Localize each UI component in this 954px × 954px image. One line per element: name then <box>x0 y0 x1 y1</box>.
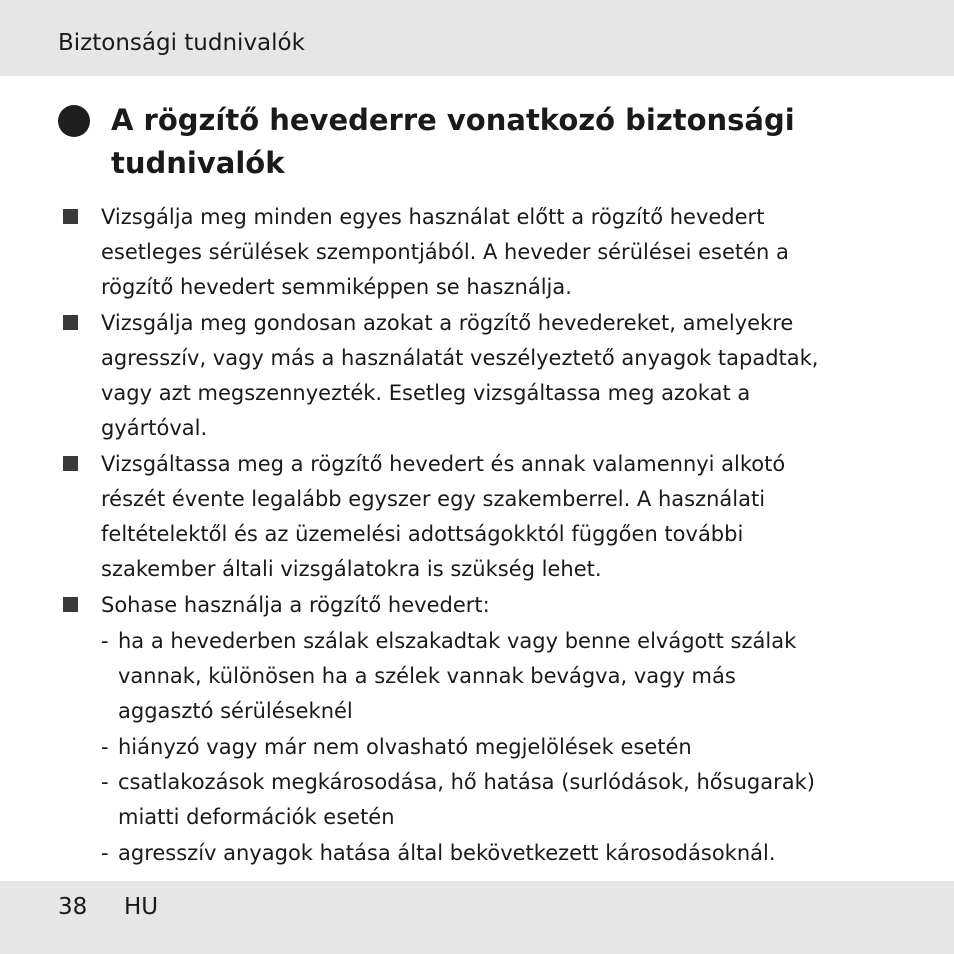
bullet-2-line-3: vagy azt megszennyezték. Esetleg vizsgáltassa meg azokat a <box>101 381 751 405</box>
square-bullet-icon <box>63 456 78 471</box>
sub-item-4-line-1: agresszív anyagok hatása által bekövetkezett károsodásoknál. <box>118 841 776 865</box>
section-heading-line-2: tudnivalók <box>111 146 285 180</box>
bullet-2-line-1: Vizsgálja meg gondosan azokat a rögzítő hevedereket, amelyekre <box>101 311 794 335</box>
section-heading <box>111 99 901 185</box>
page-number: 38 <box>58 894 88 920</box>
bullet-3-line-2: részét évente legalább egyszer egy szakemberrel. A használati <box>101 487 766 511</box>
bullet-3-line-4: szakember általi vizsgálatokra is szükség lehet. <box>101 557 602 581</box>
bullet-1-line-3: rögzítő hevedert semmiképpen se használja. <box>101 275 572 299</box>
dash-marker: - <box>101 735 109 759</box>
dash-marker: - <box>101 841 109 865</box>
square-bullet-icon <box>63 209 78 224</box>
sub-item-3-line-2: miatti deformációk esetén <box>118 805 395 829</box>
bullet-2-line-2: agresszív, vagy más a használatát veszélyeztető anyagok tapadtak, <box>101 346 819 370</box>
bullet-2-line-4: gyártóval. <box>101 416 208 440</box>
square-bullet-icon <box>63 315 78 330</box>
sub-item-3-line-1: csatlakozások megkárosodása, hő hatása (surlódások, hősugarak) <box>118 770 815 794</box>
dash-marker: - <box>101 629 109 653</box>
sub-item-2-line-1: hiányzó vagy már nem olvasható megjelölések esetén <box>118 735 692 759</box>
bullet-3-line-1: Vizsgáltassa meg a rögzítő hevedert és annak valamennyi alkotó <box>101 452 786 476</box>
square-bullet-icon <box>63 597 78 612</box>
bullet-3-line-3: feltételektől és az üzemelési adottságokktól függően további <box>101 522 744 546</box>
header-title: Biztonsági tudnivalók <box>58 30 305 56</box>
language-code: HU <box>124 894 159 920</box>
sub-item-1-line-1: ha a hevederben szálak elszakadtak vagy benne elvágott szálak <box>118 629 797 653</box>
bullet-1-line-1: Vizsgálja meg minden egyes használat előtt a rögzítő hevedert <box>101 205 765 229</box>
section-bullet-icon <box>58 105 90 137</box>
sub-item-1-line-2: vannak, különösen ha a szélek vannak bevágva, vagy más <box>118 664 736 688</box>
bullet-4-line-1: Sohase használja a rögzítő hevedert: <box>101 593 490 617</box>
bullet-1-line-2: esetleges sérülések szempontjából. A heveder sérülései esetén a <box>101 240 789 264</box>
sub-item-1-line-3: aggasztó sérüléseknél <box>118 699 353 723</box>
section-heading-line-1: A rögzítő hevederre vonatkozó biztonsági <box>111 103 795 137</box>
dash-marker: - <box>101 770 109 794</box>
